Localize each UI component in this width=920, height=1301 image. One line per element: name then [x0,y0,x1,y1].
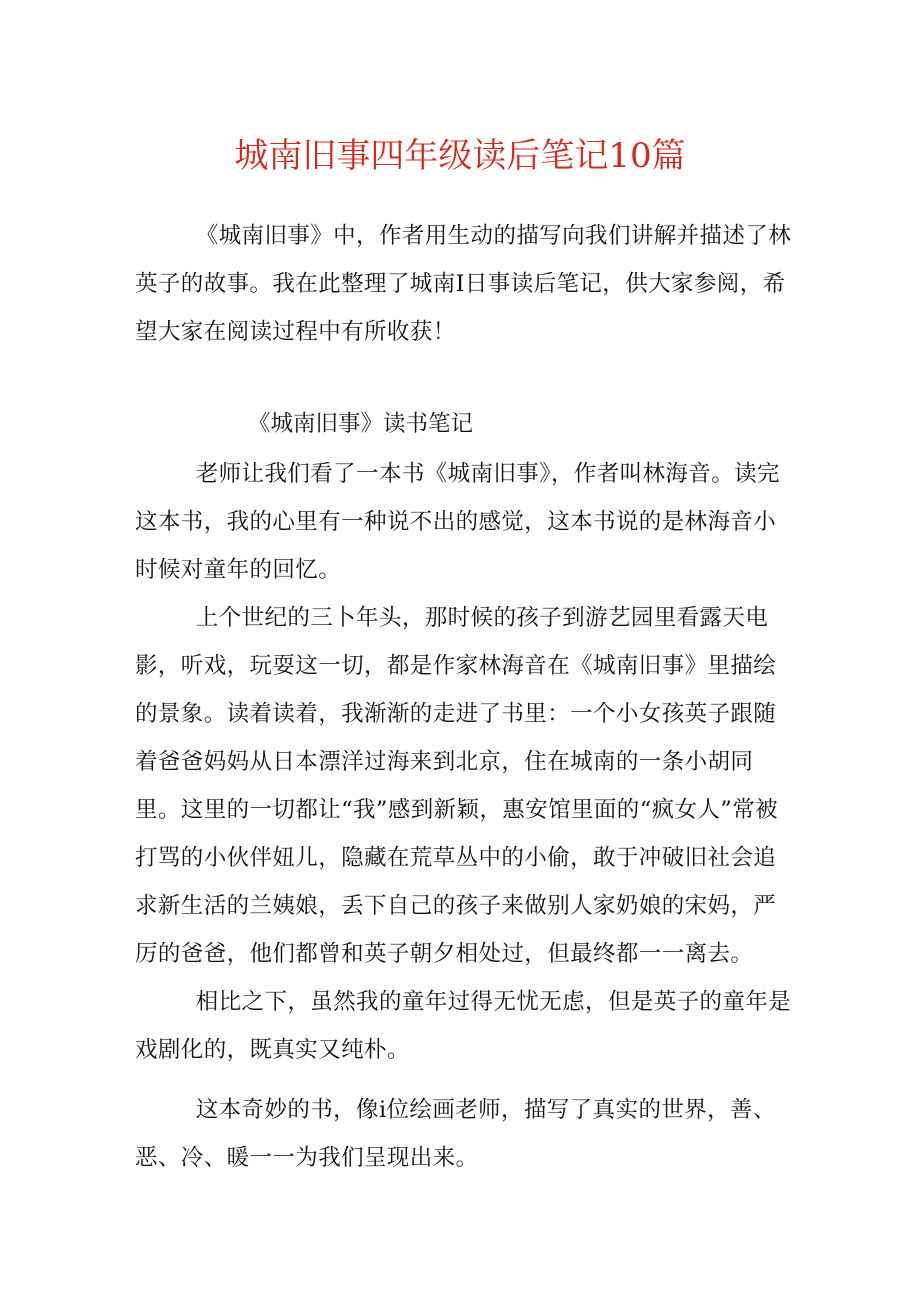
body-paragraph-2: 上个世纪的三卜年头，那时候的孩子到游艺园里看露天电影，听戏，玩耍这一切，都是作家林海音在《城南旧事》里描绘的景象。读着读着，我渐渐的走进了书里：一个小女孩英子跟随着爸爸妈妈从日本漂洋过海来到北京，住在城南的一条小胡同里。这里的一切都让“我”感到新颖，惠安馆里面的“疯女人”常被打骂的小伙伴妞儿，隐藏在荒草丛中的小偷，敢于冲破旧社会追求新生活的兰姨娘，丢下自己的孩子来做别人家奶娘的宋妈，严厉的爸爸，他们都曾和英子朝夕相处过，但最终都一一离去。 [135,605,779,967]
body-paragraph-3: 相比之下，虽然我的童年过得无忧无虑，但是英子的童年是戏剧化的，既真实又纯朴。 [135,989,792,1063]
document-title: 城南旧事四年级读后笔记10篇 [234,136,686,176]
section-heading: 《城南旧事》读书笔记 [248,411,474,437]
body-paragraph-1: 老师让我们看了一本书《城南旧事》，作者叫林海音。读完这本书，我的心里有一种说不出的感觉，这本书说的是林海音小时候对童年的回忆。 [135,461,780,583]
body-paragraph-4: 这本奇妙的书，像i位绘画老师，描写了真实的世界，善、恶、冷、暖一一为我们呈现出来。 [135,1097,776,1171]
intro-paragraph: 《城南旧事》中，作者用生动的描写向我们讲解并描述了林英子的故事。我在此整理了城南I日事读后笔记，供大家参阅，希望大家在阅读过程中有所收获！ [135,223,792,345]
